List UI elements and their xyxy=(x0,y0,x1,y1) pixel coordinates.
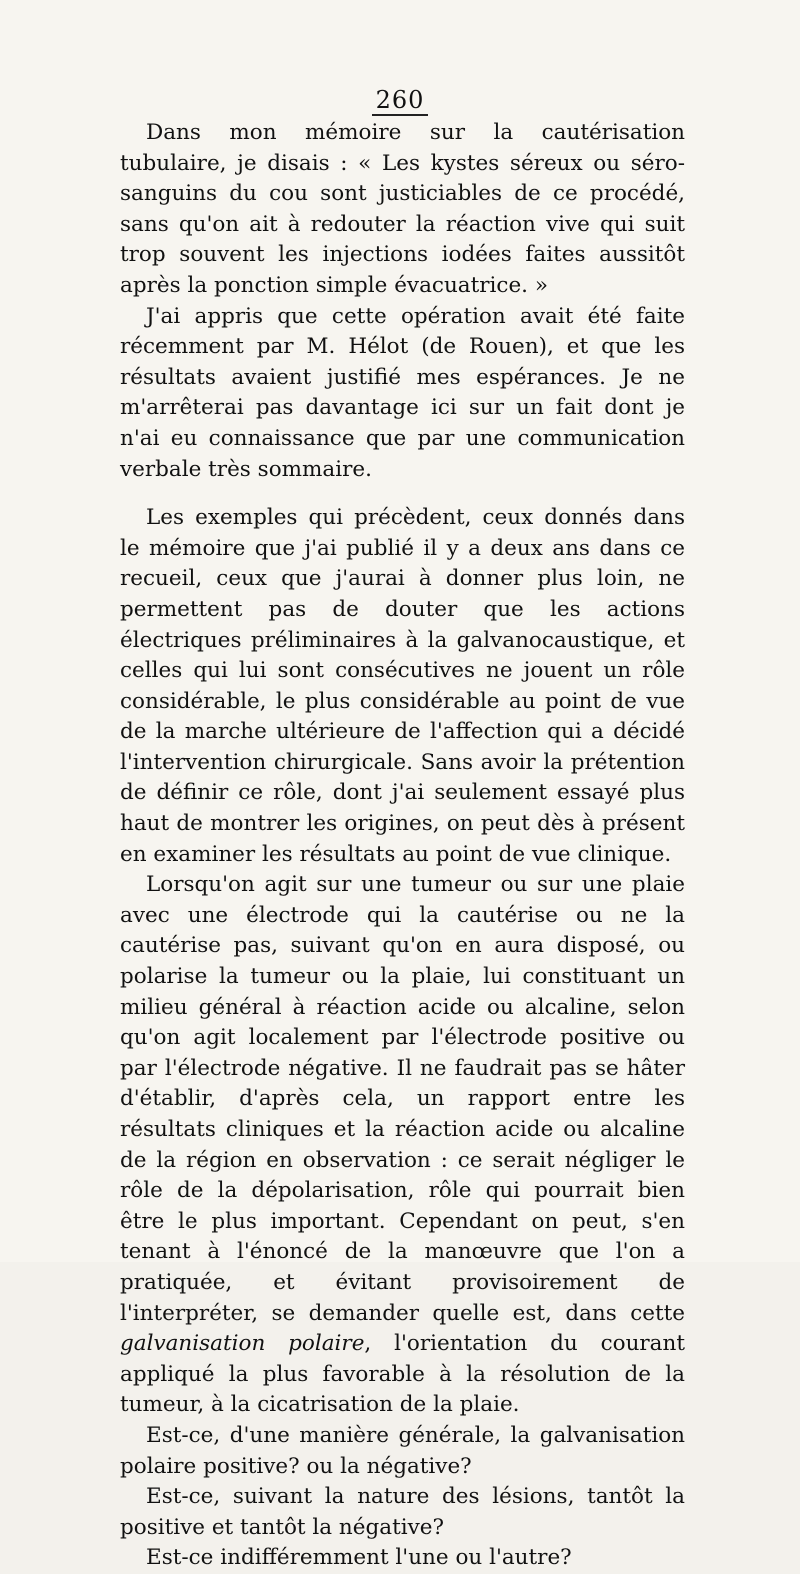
paragraph: J'ai appris que cette opération avait été faite récemment par M. Hélot (de Rouen), et que les résultats avaient justifié mes espérances. Je ne m'arrêterai pas davantage ici sur un fait dont je n'ai eu connaissance que par une communication verbale très sommaire. xyxy=(120,303,685,482)
paragraph-text: , l'orientation du courant appliqué la plus favorable à la résolution de la tumeur, à la cicatrisation de la plaie. xyxy=(120,1331,685,1418)
paragraph: Est-ce, suivant la nature des lésions, tantôt la positive et tantôt la négative? xyxy=(120,1484,685,1540)
paragraph: Dans mon mémoire sur la cautérisation tubulaire, je disais : « Les kystes séreux ou séro-sanguins du cou sont justiciables de ce procédé, sans qu'on ait à redouter la réaction vive qui suit trop souvent les injections iodées faites aussitôt après la ponction simple évacuatrice. » xyxy=(120,120,685,298)
paragraph: Est-ce indifféremment l'une ou l'autre? xyxy=(146,1545,572,1571)
paragraph: Les exemples qui précèdent, ceux donnés dans le mémoire que j'ai publié il y a deux ans dans ce recueil, ceux que j'aurai à donner plus loin, ne permettent pas de douter que les actions électriques préliminaires à la galvanocaustique, et celles qui lui sont consécutives ne jouent un rôle considérable, le plus considérable au point de vue de la marche ultérieure de l'affection qui a décidé l'intervention chirurgicale. Sans avoir la prétention de définir ce rôle, dont j'ai seulement essayé plus haut de montrer les origines, on peut dès à présent en examiner les résultats au point de vue clinique. xyxy=(120,505,685,867)
paragraph xyxy=(120,870,685,1421)
paragraph: Est-ce, d'une manière générale, la galvanisation polaire positive? ou la négative? xyxy=(120,1422,685,1479)
page-number: 260 xyxy=(0,86,800,114)
body-text xyxy=(120,118,685,1574)
paragraph-gap xyxy=(120,485,685,503)
italic-term: galvanisation polaire xyxy=(120,1331,365,1357)
paragraph-text: Lorsqu'on agit sur une tumeur ou sur une plaie avec une électrode qui la cautérise ou ne la cautérise pas, suivant qu'on en aura disposé, ou polarise la tumeur ou la plaie, lui constituant un milieu général à réaction acide ou alcaline, selon qu'on agit localement par l'électrode positive ou par l'électrode négative. Il ne faudrait pas se hâter d'établir, d'après cela, un rapport entre les résultats cliniques et la réaction acide ou alcaline de la région en observation : ce serait négliger le rôle de la dépolarisation, rôle qui pourrait bien être le plus important. Cependant on peut, s'en tenant à l'énoncé de la manœuvre que l'on a pratiquée, et évitant provisoirement de l'interpréter, se demander quelle est, dans cette xyxy=(120,872,685,1326)
